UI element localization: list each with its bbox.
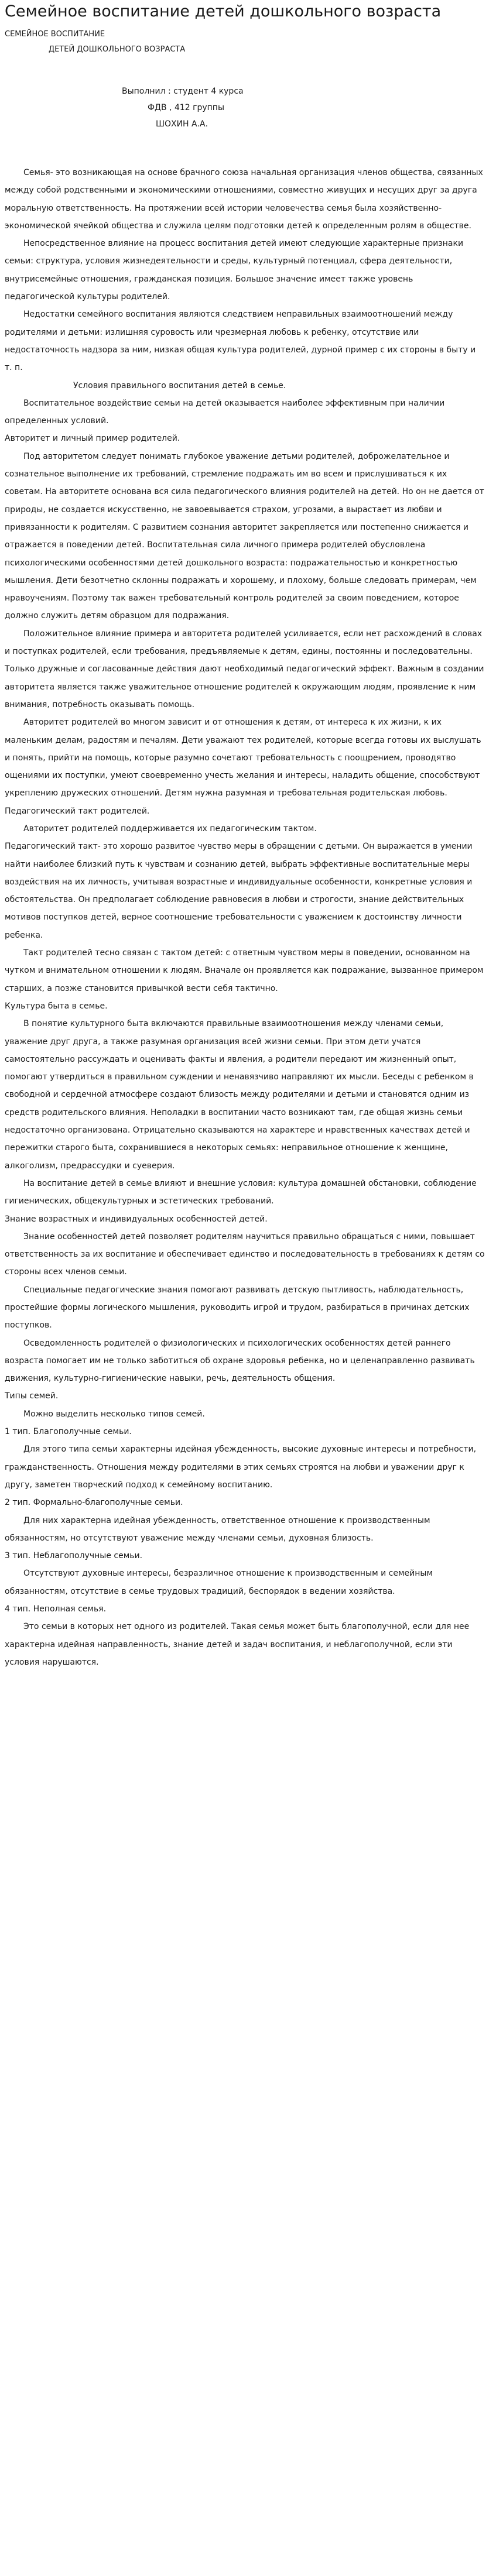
author-name: ШОХИН А.А. (156, 119, 208, 129)
paragraph: Воспитательное воздействие семьи на детей оказывается наиболее эффективным при наличии определенных условий. (5, 398, 445, 426)
paragraph: Осведомленность родителей о физиологических и психологических особенностях детей раннего возраста помогает им не только заботиться об охране здоровья ребенка, но и целенаправленно развивать движения, культурно-гигиенические навыки, речь, деятельность общения. (5, 1338, 475, 1384)
paragraph: Авторитет родителей поддерживается их педагогическим тактом. (23, 824, 317, 833)
paragraph: Это семьи в которых нет одного из родителей. Такая семья может быть благополучной, если для нее характерна идейная направленность, знание детей и задач воспитания, и неблагополучной, если эти условия нарушаются. (5, 1622, 470, 1667)
paragraph: На воспитание детей в семье влияют и внешние условия: культура домашней обстановки, соблюдение гигиенических, общекультурных и эстетических требований. (5, 1178, 477, 1206)
author-block (5, 83, 485, 132)
paragraph: Культура быта в семье. (5, 1001, 108, 1011)
paragraph: Авторитет и личный пример родителей. (5, 434, 180, 444)
paragraph: Отсутствуют духовные интересы, безразличное отношение к производственным и семейным обязанностям, отсутствие в семье трудовых традиций, беспорядок в ведении хозяйства. (5, 1569, 433, 1596)
paragraph: Для этого типа семьи характерны идейная убежденность, высокие духовные интересы и потребности, гражданственность. Отношения между родителями в этих семьях строятся на любви и уважении друг к другу, заметен творческий подход к семейному воспитанию. (5, 1445, 477, 1490)
paragraph: Такт родителей тесно связан с тактом детей: с ответным чувством меры в поведении, основанном на чутком и внимательном отношении к людям. Вначале он проявляется как подражание, вызванное примером старших, а позже становится привычкой вести себя тактично. (5, 948, 484, 993)
subtitle-line-2: ДЕТЕЙ ДОШКОЛЬНОГО ВОЗРАСТА (49, 45, 186, 54)
paragraph: Для них характерна идейная убежденность, ответственное отношение к производственным обязанностям, но отсутствуют уважение между членами семьи, духовная близость. (5, 1515, 430, 1543)
paragraph: Типы семей. (5, 1391, 59, 1401)
paragraph: Авторитет родителей во многом зависит и от отношения к детям, от интереса к их жизни, к их маленьким делам, радостям и печалям. Дети уважают тех родителей, которые всегда готовы их выслушать и понять, прийти на помощь, которые разумно сочетают требовательность с поощрением, проводятво ощениями их поступки, умеют своевременно учесть желания и интересы, наладить общение, способствуют укреплению дружеских отношений. Детям нужна разумная и требовательная родительская любовь. (5, 718, 481, 798)
paragraph: Знание возрастных и индивидуальных особенностей детей. (5, 1214, 268, 1224)
document (5, 2, 485, 1671)
paragraph: 4 тип. Неполная семья. (5, 1604, 107, 1614)
author-course: Выполнил : студент 4 курса (122, 87, 244, 96)
paragraph: Педагогический такт родителей. (5, 806, 150, 816)
paragraph: 2 тип. Формально-благополучные семьи. (5, 1498, 183, 1508)
page-title: Семейное воспитание детей дошкольного возраста (5, 2, 442, 20)
paragraph: Положительное влияние примера и авторитета родителей усиливается, если нет расхождений в словах и поступках родителей, если требования, предъявляемые к детям, едины, постоянны и последовательны. Только дружные и согласованные действия дают необходимый педагогический эффект. Важным в создании авторитета является также уважительное отношение родителей к окружающим людям, проявление к ним внимания, потребность оказывать помощь. (5, 629, 484, 709)
author-group: ФДВ , 412 группы (148, 103, 225, 112)
paragraph: Педагогический такт- это хорошо развитое чувство меры в обращении с детьми. Он выражается в умении найти наиболее близкий путь к чувствам и сознанию детей, выбрать эффективные воспитательные меры воздействия на их личность, учитывая возрастные и индивидуальные особенности, конкретные условия и обстоятельства. Он предполагает соблюдение равновесия в любви и строгости, знание действительных мотивов поступков детей, верное соотношение требовательности с уважением к достоинству личности ребенка. (5, 842, 473, 940)
paragraph: Недостатки семейного воспитания являются следствием неправильных взаимоотношений между родителями и детьми: излишняя суровость или чрезмерная любовь к ребенку, отсутствие или недостаточность надзора за ним, низкая общая культура родителей, дурной пример с их стороны в быту и т. п. (5, 310, 476, 373)
paragraph: Можно выделить несколько типов семей. (23, 1409, 205, 1419)
paragraph: В понятие культурного быта включаются правильные взаимоотношения между членами семьи, уважение друг друга, а также разумная организация всей жизни семьи. При этом дети учатся самостоятельно рассуждать и оценивать факты и явления, а родители передают им жизненный опыт, помогают утвердиться в правильном суждении и ненавязчиво направляют их мысли. Беседы с ребенком в свободной и сердечной атмосфере создают близость между родителями и детьми и становятся одним из средств родительского влияния. Неполадки в воспитании часто возникают там, где общая жизнь семьи недостаточно организована. Отрицательно сказываются на характере и нравственных качествах детей и пережитки старого быта, сохранившиеся в некоторых семьях: неправильное отношение к женщине, алкоголизм, предрассудки и суеверия. (5, 1019, 474, 1171)
paragraph: Непосредственное влияние на процесс воспитания детей имеют следующие характерные признаки семьи: структура, условия жизнедеятельности и среды, культурный потенциал, сфера деятельности, внутрисемейные отношения, гражданская позиция. Большое значение имеет также уровень педагогической культуры родителей. (5, 239, 464, 302)
paragraph: Условия правильного воспитания детей в семье. (73, 380, 286, 390)
paragraph: Семья- это возникающая на основе брачного союза начальная организация членов общества, связанных между собой родственными и экономическими отношениями, совместно живущих и несущих друг за друга моральную ответственность. На протяжении всей истории человечества семья была хозяйственно-экономической ячейкой общества и служила целям подготовки детей к определенным ролям в обществе. (5, 168, 483, 231)
paragraph: Специальные педагогические знания помогают развивать детскую пытливость, наблюдательность, простейшие формы логического мышления, руководить игрой и трудом, разбираться в причинах детских поступков. (5, 1285, 470, 1330)
paragraph: Под авторитетом следует понимать глубокое уважение детьми родителей, доброжелательное и сознательное выполнение их требований, стремление подражать им во всем и прислушиваться к их советам. На авторитете основана вся сила педагогического влияния родителей на детей. Но он не дается от природы, не создается искусственно, не завоевывается страхом, угрозами, а вырастает из любви и привязанности к родителям. С развитием сознания авторитет закрепляется или постепенно снижается и отражается в поведении детей. Воспитательная сила личного примера родителей обусловлена психологическими особенностями детей дошкольного возраста: подражательностью и конкретностью мышления. Дети безотчетно склонны подражать и хорошему, и плохому, больше следовать примерам, чем нравоучениям. Поэтому так важен требовательный контроль родителей за своим поведением, которое должно служить детям образцом для подражания. (5, 451, 484, 621)
essay-body (5, 164, 485, 1671)
paragraph: 1 тип. Благополучные семьи. (5, 1427, 132, 1437)
paragraph: 3 тип. Неблагополучные семьи. (5, 1551, 143, 1561)
subtitle-line-1: СЕМЕЙНОЕ ВОСПИТАНИЕ (5, 30, 105, 39)
paragraph: Знание особенностей детей позволяет родителям научиться правильно обращаться с ними, повышает ответственность за их воспитание и обеспечивает единство и последовательность в требованиях к детям со стороны всех членов семьи. (5, 1232, 485, 1277)
